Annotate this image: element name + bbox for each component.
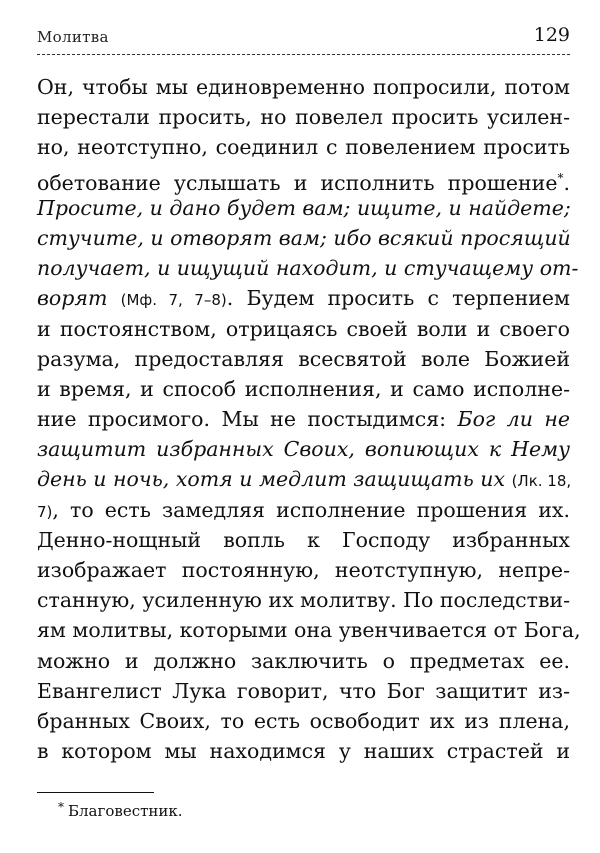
text-line (37, 163, 570, 193)
text-line (37, 555, 570, 585)
text-line (37, 283, 570, 313)
scripture-reference: (Мф. 7, 7–8) (120, 291, 227, 310)
scripture-quote: Просите, и дано будет вам; ищите, и найдете; (37, 195, 571, 220)
text-segment: но, неотступно, соединил с повелением просить (37, 135, 570, 160)
scripture-quote: день и ночь, хотя и медлит защищать их (37, 467, 512, 492)
text-line (37, 314, 570, 344)
text-line (37, 495, 570, 525)
text-line (37, 464, 570, 494)
text-line (37, 404, 570, 434)
text-segment: , то есть замедляя исполнение прошения их. (52, 497, 570, 522)
text-line (37, 132, 570, 162)
text-segment: обетование услышать и исполнить прошение (37, 170, 558, 195)
footnote (58, 800, 183, 820)
text-line (37, 676, 570, 706)
text-line (37, 102, 570, 132)
scripture-quote: ворят (37, 286, 121, 311)
text-line (37, 223, 570, 253)
scripture-quote: Бог ли не (457, 407, 570, 432)
text-segment: перестали просить, но повелел просить усилен- (37, 105, 570, 130)
footnote-text: Благовестник. (68, 802, 183, 820)
running-header (37, 26, 570, 55)
text-segment: и постоянством, отрицаясь своей воли и своего (37, 316, 570, 341)
text-line (37, 706, 570, 736)
footnote-ref: * (557, 170, 564, 185)
text-line (37, 736, 570, 766)
footnote-divider (37, 792, 154, 793)
text-segment: ние просимого. Мы не постыдимся: (37, 407, 458, 432)
text-line (37, 585, 570, 615)
text-line (37, 253, 579, 283)
text-segment: ям молитвы, которыми она увенчивается от Бога, (37, 618, 581, 643)
text-segment: в котором мы находимся у наших страстей и (37, 739, 570, 764)
text-line (37, 525, 570, 555)
text-segment: . Будем просить с терпением (226, 286, 570, 311)
text-segment: станную, усиленную их молитву. По последстви- (37, 588, 571, 613)
running-title: Молитва (37, 28, 109, 46)
text-line (37, 615, 581, 645)
text-segment: разума, предоставляя всесвятой воле Божией (37, 346, 570, 371)
text-segment: Он, чтобы мы единовременно попросили, потом (37, 75, 570, 99)
text-line (37, 72, 570, 102)
text-line (37, 344, 570, 374)
scripture-quote: стучите, и отворят вам; ибо всякий просящий (37, 225, 571, 250)
page-number: 129 (533, 24, 570, 46)
text-line (37, 193, 570, 223)
text-line (37, 646, 570, 676)
scripture-reference: (Лк. 18, (511, 472, 572, 491)
text-segment: и время, и способ исполнения, и само исполне- (37, 376, 570, 401)
scripture-quote: защитит избранных Своих, вопиющих к Нему (37, 437, 570, 462)
text-segment: бранных Своих, то есть освободит их из плена, (37, 708, 570, 733)
footnote-marker: * (58, 800, 64, 814)
text-segment: изображает постоянную, неотступную, непре- (37, 558, 570, 582)
text-segment: Денно-нощный вопль к Господу избранных (37, 527, 570, 552)
scripture-reference: 7) (37, 502, 53, 521)
text-line (37, 434, 570, 464)
text-segment: Евангелист Лука говорит, что Бог защитит из- (37, 678, 570, 703)
scripture-quote: получает, и ищущий находит, и стучащему от- (37, 256, 579, 281)
body-text (37, 72, 581, 766)
text-segment: можно и должно заключить о предметах ее. (37, 648, 570, 673)
text-line (37, 374, 570, 404)
text-segment: . (563, 170, 570, 195)
